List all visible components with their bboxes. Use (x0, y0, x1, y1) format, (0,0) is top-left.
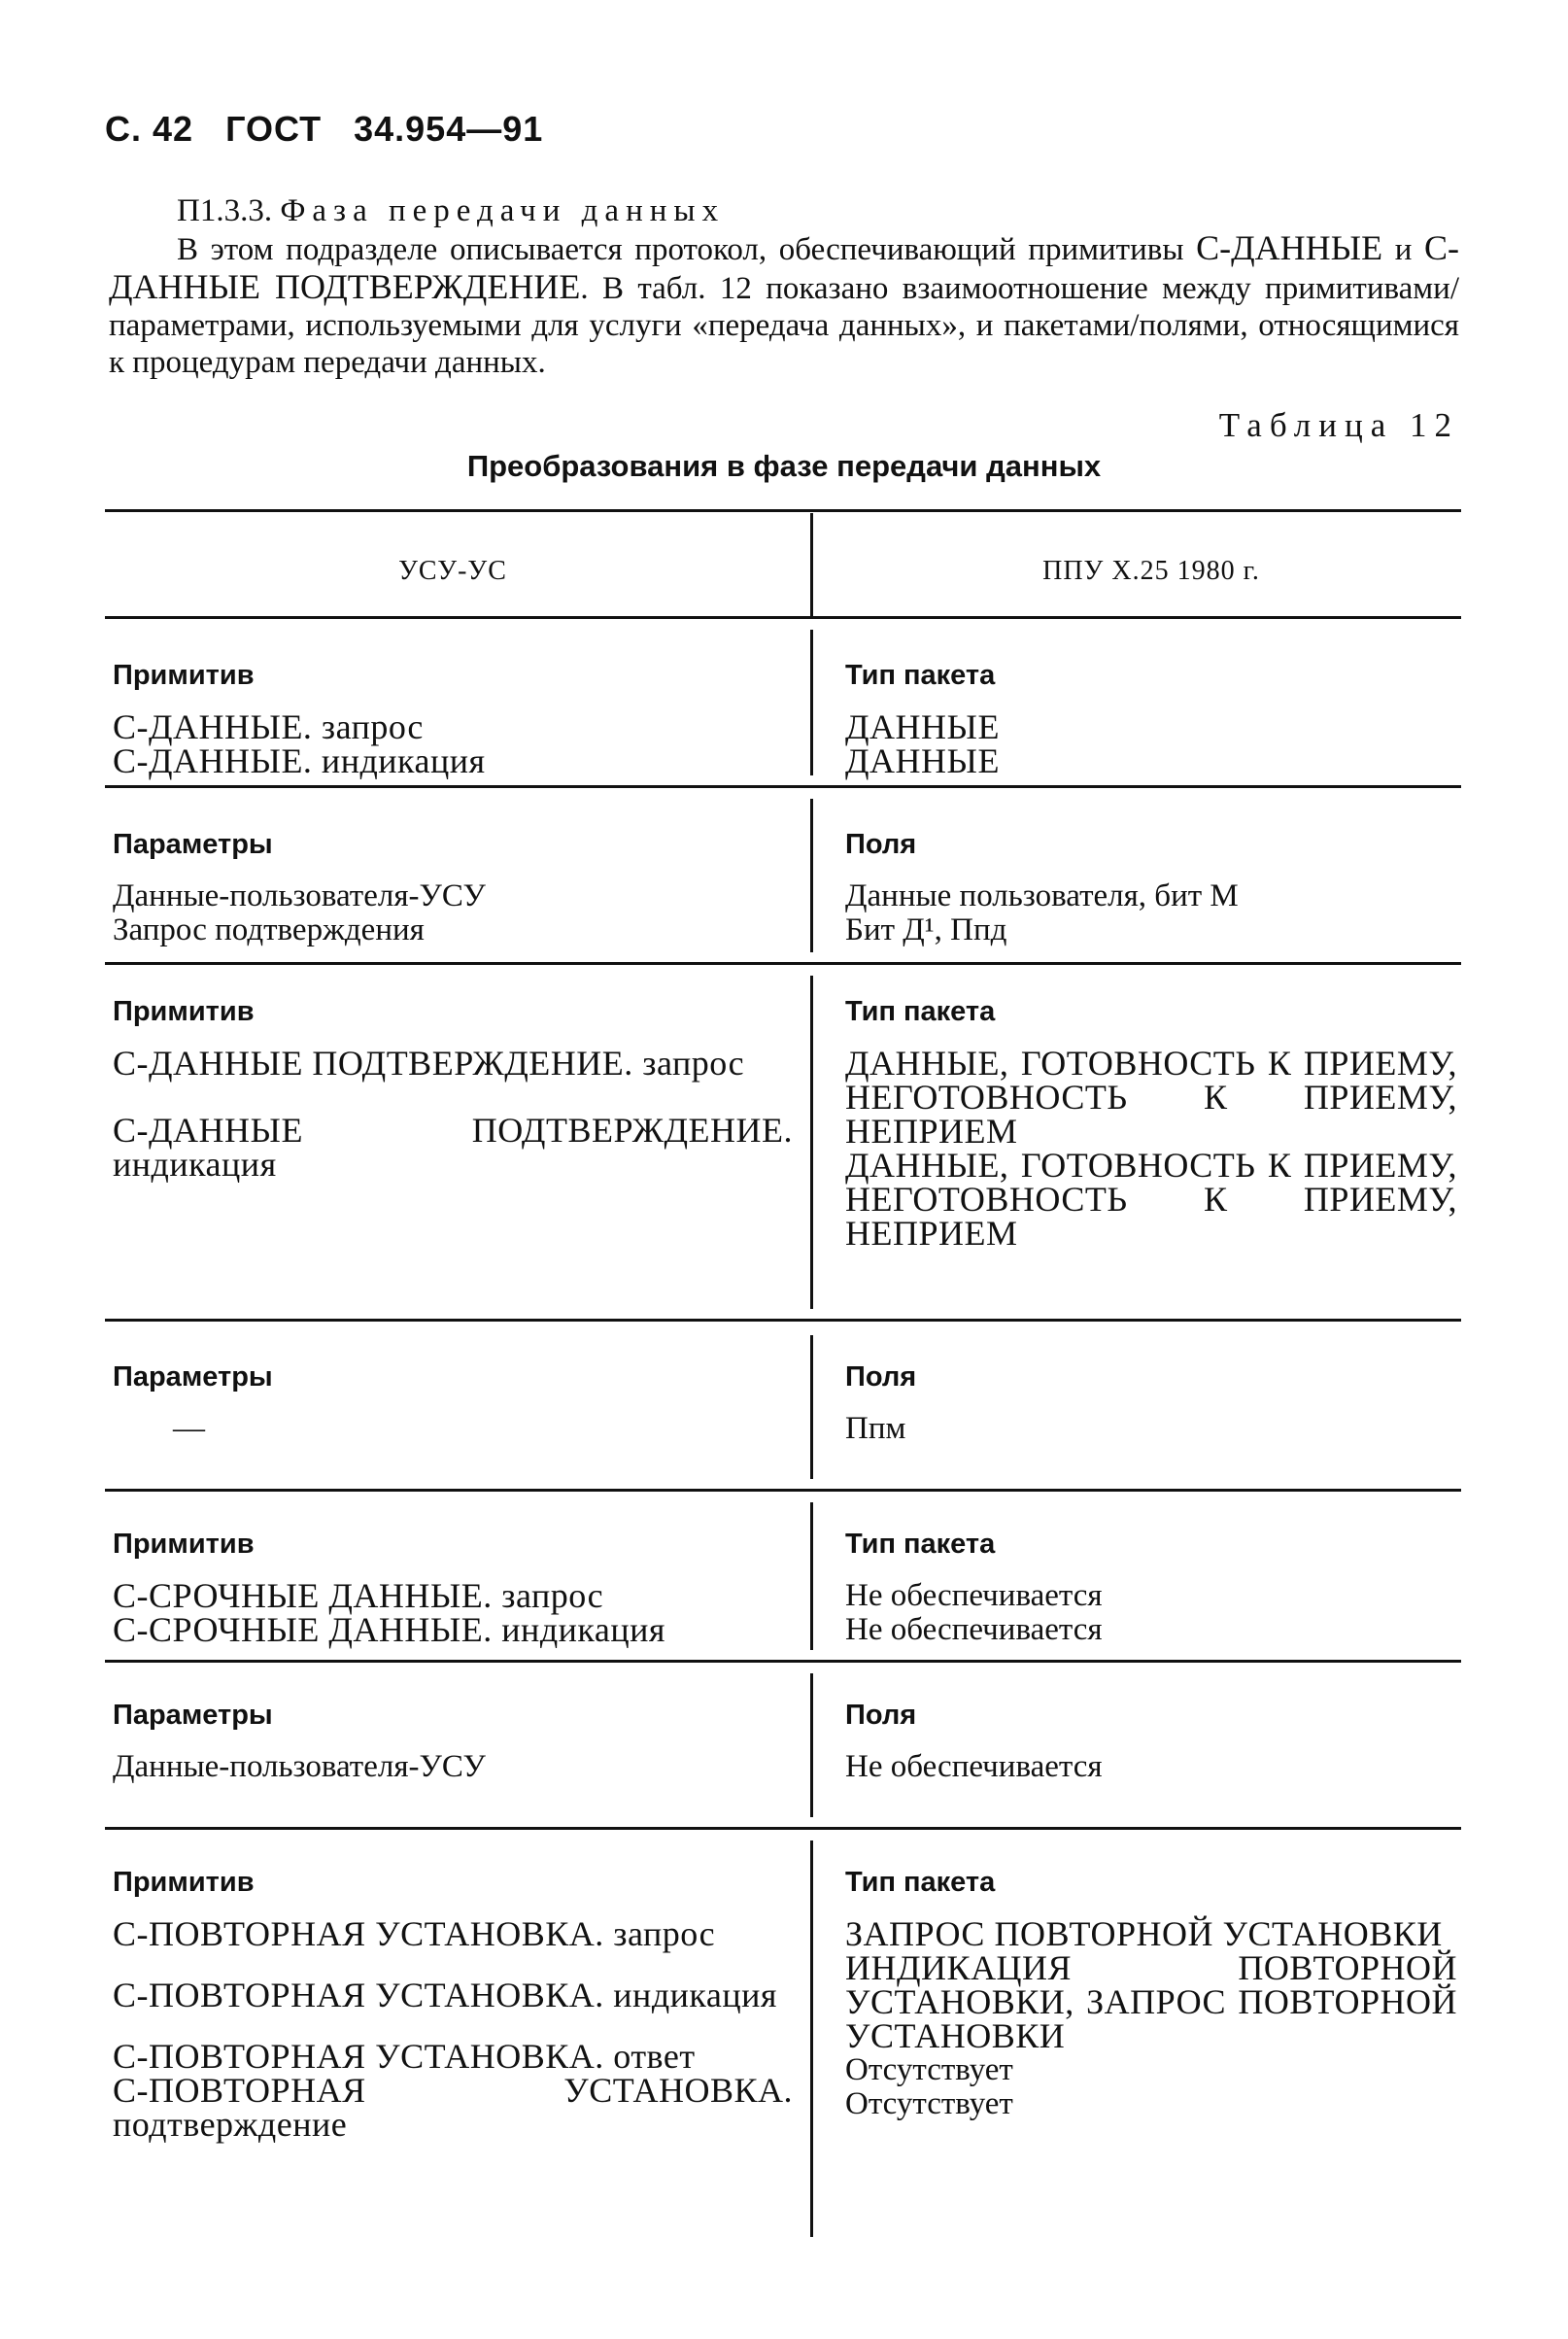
table-row-left (113, 1360, 793, 1446)
row-label: Поля (845, 1361, 917, 1393)
table-row-right (845, 1699, 1457, 1784)
row-label: Тип пакета (845, 996, 996, 1027)
table-row-left (113, 828, 793, 947)
paragraph-primitive: С-ДАННЫЕ (1196, 228, 1383, 267)
paragraph-text: и (1382, 232, 1424, 267)
packet-item: Не обеспечивается (845, 1612, 1103, 1647)
section-paragraph (109, 229, 1459, 381)
table-title: Преобразования в фазе передачи данных (466, 449, 1102, 483)
standard-number: 34.954—91 (354, 109, 544, 149)
table-row-right (845, 828, 1457, 947)
packet-item: ИНДИКАЦИЯ ПОВТОРНОЙ УСТАНОВКИ, ЗАПРОС ПОВТОРНОЙ УСТАНОВКИ (845, 1948, 1457, 2055)
row-label: Тип пакета (845, 1529, 996, 1560)
table-header-rule (105, 616, 1461, 619)
primitive-item: С-ПОВТОРНАЯ УСТАНОВКА. ответ (113, 2037, 696, 2076)
field-item: Данные пользователя, бит М (845, 878, 1239, 913)
row-label: Параметры (113, 1361, 273, 1393)
table-row-right (845, 1528, 1457, 1647)
primitive-item: С-ДАННЫЕ ПОДТВЕРЖДЕНИЕ. запрос (113, 1044, 745, 1083)
parameter-item: Данные-пользователя-УСУ (113, 1749, 486, 1784)
packet-item: Отсутствует (845, 2052, 1013, 2087)
row-divider (105, 785, 1461, 788)
row-label: Тип пакета (845, 660, 996, 691)
primitive-item: С-ДАННЫЕ ПОДТВЕРЖДЕНИЕ. индикация (113, 1111, 793, 1184)
table-row-right (845, 659, 1457, 778)
primitive-item: С-ПОВТОРНАЯ УСТАНОВКА. индикация (113, 1976, 777, 2014)
packet-item: Отсутствует (845, 2086, 1013, 2121)
row-label: Поля (845, 1700, 917, 1731)
column-separator (810, 1673, 813, 1817)
parameter-item: Данные-пользователя-УСУ (113, 878, 486, 913)
row-label: Примитив (113, 1529, 255, 1560)
row-divider (105, 1319, 1461, 1322)
packet-item: ДАННЫЕ (845, 707, 1000, 746)
row-label: Примитив (113, 1867, 255, 1898)
primitive-item: С-СРОЧНЫЕ ДАННЫЕ. индикация (113, 1610, 665, 1649)
table-label: Таблица 12 (1218, 406, 1459, 444)
table-row-right (845, 1866, 1457, 2121)
packet-item: ДАННЫЕ, ГОТОВНОСТЬ К ПРИЕМУ, НЕГОТОВНОСТЬ К ПРИЕМУ, НЕПРИЕМ (845, 1146, 1457, 1253)
section-intro (109, 192, 1459, 381)
section-number: П1.3.3. (177, 193, 273, 228)
row-label: Тип пакета (845, 1867, 996, 1898)
row-divider (105, 1660, 1461, 1663)
column-separator (810, 799, 813, 952)
column-header-left: УСУ-УС (398, 556, 507, 586)
column-separator (810, 513, 813, 616)
table-row-left (113, 995, 793, 1182)
section-heading (109, 192, 1459, 229)
row-label: Поля (845, 829, 917, 860)
column-separator (810, 630, 813, 775)
page-header (105, 109, 564, 150)
packet-item: ЗАПРОС ПОВТОРНОЙ УСТАНОВКИ (845, 1914, 1443, 1953)
row-divider (105, 962, 1461, 965)
primitive-item: С-ПОВТОРНАЯ УСТАНОВКА. запрос (113, 1914, 716, 1953)
column-separator (810, 976, 813, 1309)
parameter-item: — (173, 1411, 205, 1446)
primitive-item: С-ДАННЫЕ. запрос (113, 707, 424, 746)
primitive-item: С-ПОВТОРНАЯ УСТАНОВКА. подтверждение (113, 2071, 793, 2144)
row-divider (105, 1827, 1461, 1830)
parameter-item: Запрос подтверждения (113, 912, 425, 947)
paragraph-primitive: С-ДАННЫЕ ПОДТВЕРЖДЕНИЕ (109, 228, 1459, 306)
table-row-right (845, 995, 1457, 1251)
primitive-item: С-СРОЧНЫЕ ДАННЫЕ. запрос (113, 1576, 604, 1615)
paragraph-text: В этом подразделе описывается протокол, обеспечивающий примитивы (177, 232, 1197, 267)
row-label: Параметры (113, 829, 273, 860)
packet-item: Не обеспечивается (845, 1578, 1103, 1613)
row-label: Примитив (113, 660, 255, 691)
table-row-left (113, 1699, 793, 1784)
section-title: Фаза передачи данных (280, 193, 726, 228)
column-header-right: ППУ Х.25 1980 г. (1042, 556, 1260, 586)
field-item: Ппм (845, 1411, 906, 1446)
field-item: Не обеспечивается (845, 1749, 1103, 1784)
column-separator (810, 1840, 813, 2237)
row-divider (105, 1489, 1461, 1492)
table-row-right (845, 1360, 1457, 1446)
table-row-left (113, 1528, 793, 1647)
primitive-item: С-ДАННЫЕ. индикация (113, 741, 486, 780)
table-row-left (113, 659, 793, 778)
column-separator (810, 1335, 813, 1479)
table-top-rule (105, 509, 1461, 512)
packet-item: ДАННЫЕ, ГОТОВНОСТЬ К ПРИЕМУ, НЕГОТОВНОСТЬ К ПРИЕМУ, НЕПРИЕМ (845, 1044, 1457, 1151)
packet-item: ДАННЫЕ (845, 741, 1000, 780)
standard-name: ГОСТ (225, 109, 323, 149)
paragraph-text: . В табл. 12 показано взаимоотношение между примитивами/параметрами, используемыми для услуги «передача данных», и пакетами/полями, относящимися к процедурам передачи данных. (109, 271, 1459, 380)
column-separator (810, 1502, 813, 1650)
row-label: Параметры (113, 1700, 273, 1731)
page-number: С. 42 (105, 109, 194, 149)
table-row-left (113, 1866, 793, 2142)
row-label: Примитив (113, 996, 255, 1027)
field-item: Бит Д¹, Ппд (845, 912, 1007, 947)
